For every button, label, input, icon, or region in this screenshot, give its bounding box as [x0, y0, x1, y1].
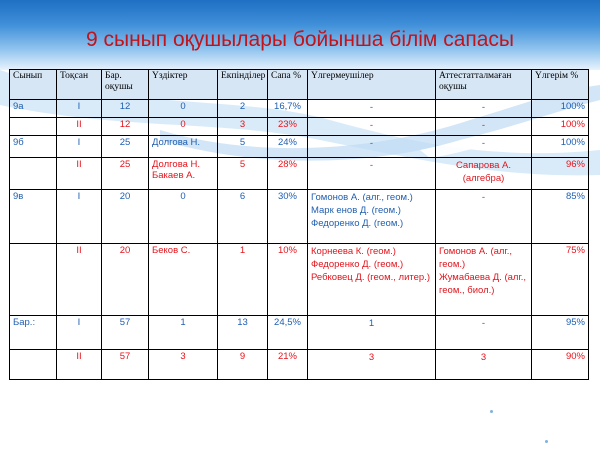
cell-total: 20: [102, 244, 149, 316]
cell-total: 12: [102, 100, 149, 118]
cell-progress: 100%: [532, 136, 589, 158]
table-row: [10, 350, 589, 380]
cell-failing: [308, 136, 436, 158]
cell-line: -: [481, 318, 486, 329]
header-quality: Сапа %: [268, 70, 308, 100]
cell-line: -: [481, 192, 486, 203]
cell-quality: 21%: [268, 350, 308, 380]
cell-progress: 90%: [532, 350, 589, 380]
cell-uncertified: [436, 190, 532, 244]
header-uncertified: Аттестатталмаған оқушы: [436, 70, 532, 100]
cell-total: 57: [102, 316, 149, 350]
page-title: 9 сынып оқушылары бойынша білім сапасы: [85, 28, 515, 51]
cell-good: 5: [218, 158, 268, 190]
cell-line: -: [481, 120, 486, 131]
decorative-dot: [545, 440, 548, 443]
header-progress: Үлгерім %: [532, 70, 589, 100]
cell-failing: [308, 158, 436, 190]
cell-class: 9б: [10, 136, 57, 158]
cell-failing: [308, 100, 436, 118]
cell-total: 57: [102, 350, 149, 380]
cell-line: Корнеева К. (геом.): [311, 246, 396, 257]
cell-line: -: [369, 160, 374, 171]
cell-line: Жумабаева Д. (алг., геом., биол.): [439, 272, 527, 296]
header-term: Тоқсан: [57, 70, 102, 100]
cell-progress: 96%: [532, 158, 589, 190]
cell-line: -: [369, 120, 374, 131]
cell-line: 3: [480, 352, 487, 363]
cell-quality: 24,5%: [268, 316, 308, 350]
cell-uncertified: [436, 136, 532, 158]
table-row: [10, 100, 589, 118]
cell-uncertified: [436, 244, 532, 316]
cell-uncertified: [436, 350, 532, 380]
cell-total: 12: [102, 118, 149, 136]
cell-term: II: [57, 118, 102, 136]
cell-class: [10, 244, 57, 316]
cell-quality: 16,7%: [268, 100, 308, 118]
cell-line: 3: [368, 352, 375, 363]
cell-good: 6: [218, 190, 268, 244]
table-row: [10, 244, 589, 316]
cell-uncertified: [436, 316, 532, 350]
decorative-dot: [490, 410, 493, 413]
table-header-row: [10, 70, 589, 100]
cell-good: 3: [218, 118, 268, 136]
cell-term: I: [57, 100, 102, 118]
cell-quality: 28%: [268, 158, 308, 190]
table-row: [10, 158, 589, 190]
cell-line: Гомонов А. (алг., геом.): [439, 246, 513, 270]
cell-term: II: [57, 244, 102, 316]
cell-failing: [308, 190, 436, 244]
cell-excellent: 1: [149, 316, 218, 350]
cell-good: 2: [218, 100, 268, 118]
cell-class: 9а: [10, 100, 57, 118]
cell-excellent: Долгова Н.: [149, 136, 218, 158]
cell-excellent: Долгова Н. Бакаев А.: [149, 158, 218, 190]
cell-line: -: [481, 138, 486, 149]
cell-uncertified: [436, 118, 532, 136]
table-row: [10, 136, 589, 158]
cell-line: Сапарова А. (алгебра): [455, 160, 512, 184]
quality-table: [9, 69, 589, 380]
cell-good: 5: [218, 136, 268, 158]
cell-line: Гомонов А. (алг., геом.): [311, 192, 413, 203]
cell-progress: 75%: [532, 244, 589, 316]
cell-line: Ребковец Д. (геом., литер.): [311, 272, 431, 283]
header-failing: Үлгермеушілер: [308, 70, 436, 100]
cell-good: 1: [218, 244, 268, 316]
cell-progress: 85%: [532, 190, 589, 244]
header-total: Бар. оқушы: [102, 70, 149, 100]
cell-line: -: [481, 102, 486, 113]
cell-class: [10, 118, 57, 136]
table-row: [10, 316, 589, 350]
cell-quality: 23%: [268, 118, 308, 136]
cell-term: II: [57, 350, 102, 380]
cell-good: 9: [218, 350, 268, 380]
table-row: [10, 118, 589, 136]
cell-term: I: [57, 136, 102, 158]
cell-excellent: 0: [149, 100, 218, 118]
cell-line: Федоренко Д. (геом.): [311, 259, 404, 270]
cell-quality: 30%: [268, 190, 308, 244]
cell-progress: 100%: [532, 100, 589, 118]
cell-class: [10, 350, 57, 380]
cell-line: 1: [368, 318, 375, 329]
cell-progress: 95%: [532, 316, 589, 350]
cell-line: -: [369, 102, 374, 113]
cell-excellent: 0: [149, 190, 218, 244]
cell-total: 20: [102, 190, 149, 244]
cell-uncertified: [436, 100, 532, 118]
cell-term: I: [57, 190, 102, 244]
table-row: [10, 190, 589, 244]
cell-excellent: 3: [149, 350, 218, 380]
cell-failing: [308, 244, 436, 316]
cell-quality: 24%: [268, 136, 308, 158]
cell-failing: [308, 118, 436, 136]
cell-uncertified: [436, 158, 532, 190]
cell-progress: 100%: [532, 118, 589, 136]
cell-quality: 10%: [268, 244, 308, 316]
cell-excellent: Беков С.: [149, 244, 218, 316]
cell-line: -: [369, 138, 374, 149]
cell-line: Марк енов Д. (геом.): [311, 205, 401, 216]
cell-failing: [308, 316, 436, 350]
cell-failing: [308, 350, 436, 380]
header-class: Сынып: [10, 70, 57, 100]
cell-class: [10, 158, 57, 190]
cell-line: Федоренко Д. (геом.): [311, 218, 404, 229]
cell-term: II: [57, 158, 102, 190]
cell-class: Бар.:: [10, 316, 57, 350]
header-good: Екпінділер: [218, 70, 268, 100]
cell-term: I: [57, 316, 102, 350]
cell-total: 25: [102, 158, 149, 190]
cell-excellent: 0: [149, 118, 218, 136]
cell-class: 9в: [10, 190, 57, 244]
cell-total: 25: [102, 136, 149, 158]
header-excellent: Үздіктер: [149, 70, 218, 100]
cell-good: 13: [218, 316, 268, 350]
